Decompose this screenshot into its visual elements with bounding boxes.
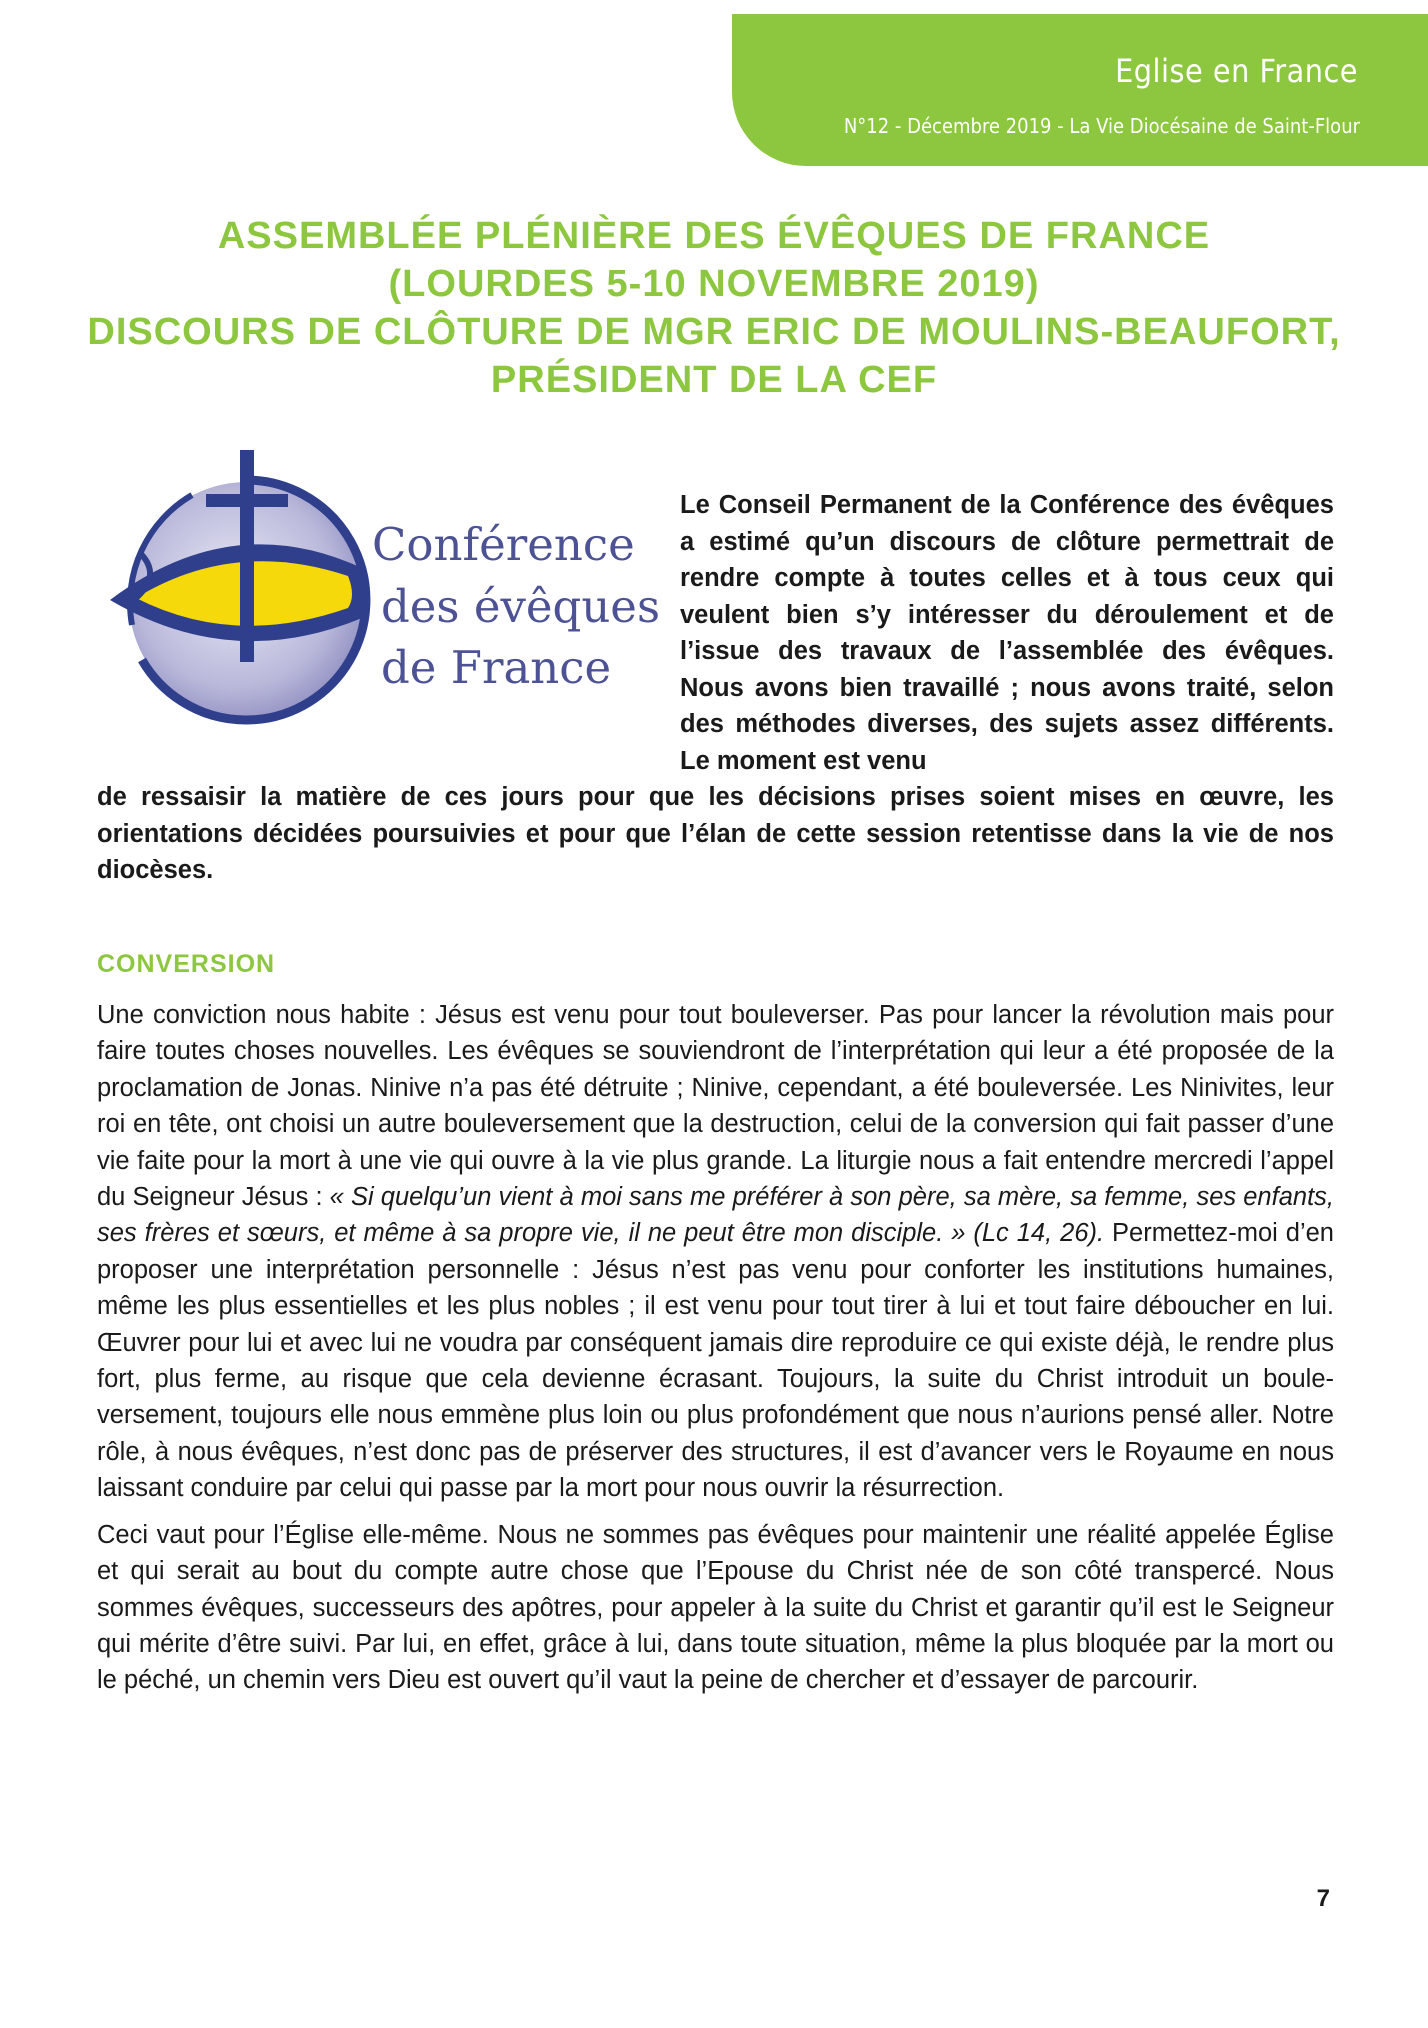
article-body xyxy=(97,997,1334,1709)
header-tab xyxy=(732,14,1428,166)
cef-logo xyxy=(102,450,662,730)
logo-line-3: de France xyxy=(381,641,612,694)
issue-label: N°12 - Décembre 2019 - La Vie Diocésaine de Saint-Flour xyxy=(843,114,1360,138)
intro-paragraph-part-2: de ressaisir la matière de ces jours pour que les décisions prises soient mises en œuvre, les orientations décidées poursuivies et pour que l’élan de cette session retentisse dans la vie de nos diocèses. xyxy=(97,783,1334,884)
title-line-1: ASSEMBLÉE PLÉNIÈRE DES ÉVÊQUES DE FRANCE xyxy=(217,215,1211,257)
paragraph-1-text-a: Une conviction nous habite : Jésus est venu pour tout bouleverser. Pas pour lancer la révolution mais pour faire toutes choses nouvelles. Les évêques se souviendront de l’interprétation qui leur a été proposée de la proclamation de Jonas. Ninive n’a pas été détruite ; Ninive, cependant, a été bouleversée. Les Ninivites, leur roi en tête, ont choisi un autre bouleversement que la destruction, celui de la conversion qui fait passer d’une vie faite pour la mort à une vie qui ouvre à la vie plus grande. La liturgie nous a fait entendre mercredi l’appel du Seigneur Jésus : xyxy=(97,1001,1334,1212)
section-heading: CONVERSION xyxy=(97,950,276,978)
logo-line-1: Conférence xyxy=(372,518,635,571)
cross-fish-globe-icon xyxy=(110,450,368,720)
intro-paragraph-part-1: Le Conseil Permanent de la Conférence des évêques a estimé qu’un discours de clôture permettrait de rendre compte à toutes celles et à tous ceux qui veulent bien s’y intéresser du déroulement et de l’issue des travaux de l’assemblée des évêques. Nous avons bien travaillé ; nous avons traité, selon des méthodes diverses, des sujets assez différents. Le moment est venu xyxy=(680,491,1334,775)
page-number: 7 xyxy=(1316,1885,1330,1912)
article-title xyxy=(80,212,1348,404)
title-line-4: PRÉSIDENT DE LA CEF xyxy=(490,359,938,401)
title-line-3: DISCOURS DE CLÔTURE DE MGR ERIC DE MOULINS-BEAUFORT, xyxy=(87,311,1341,353)
paragraph-1 xyxy=(97,997,1334,1507)
title-line-2: (LOURDES 5-10 NOVEMBRE 2019) xyxy=(388,263,1040,305)
logo-line-2: des évêques xyxy=(381,580,661,633)
section-label: Eglise en France xyxy=(1115,52,1358,90)
paragraph-1-text-b: Permettez-moi d’en proposer une interprétation personnelle : Jésus n’est pas venu pour conforter les institutions humaines, même les plus essentielles et les plus nobles ; il est venu pour tout tirer à lui et tout faire déboucher en lui. Œuvrer pour lui et avec lui ne voudra par conséquent jamais dire reproduire ce qui existe déjà, le rendre plus fort, plus ferme, au risque que cela devienne écrasant. Toujours, la suite du Christ introduit un bouleversement, toujours elle nous emmène plus loin ou plus profondément que nous n’aurions pensé aller. Notre rôle, à nous évêques, n’est donc pas de préserver des structures, il est d’avancer vers le Royaume en nous laissant conduire par celui qui passe par la mort pour nous ouvrir la résurrection. xyxy=(97,1219,1334,1503)
paragraph-2: Ceci vaut pour l’Église elle-même. Nous ne sommes pas évêques pour maintenir une réalité appelée Église et qui serait au bout du compte autre chose que l’Epouse du Christ née de son côté transpercé. Nous sommes évêques, successeurs des apôtres, pour appeler à la suite du Christ et garantir qu’il est le Seigneur qui mérite d’être suivi. Par lui, en effet, grâce à lui, dans toute situation, même la plus bloquée par la mort ou le péché, un chemin vers Dieu est ouvert qu’il vaut la peine de chercher et d’essayer de parcourir. xyxy=(97,1520,1334,1695)
scripture-quote: « Si quelqu’un vient à moi sans me préférer à son père, sa mère, sa femme, ses enfants, ses frères et sœurs, et même à sa propre vie, il ne peut être mon disciple. » (Lc 14, 26). xyxy=(97,1183,1334,1248)
